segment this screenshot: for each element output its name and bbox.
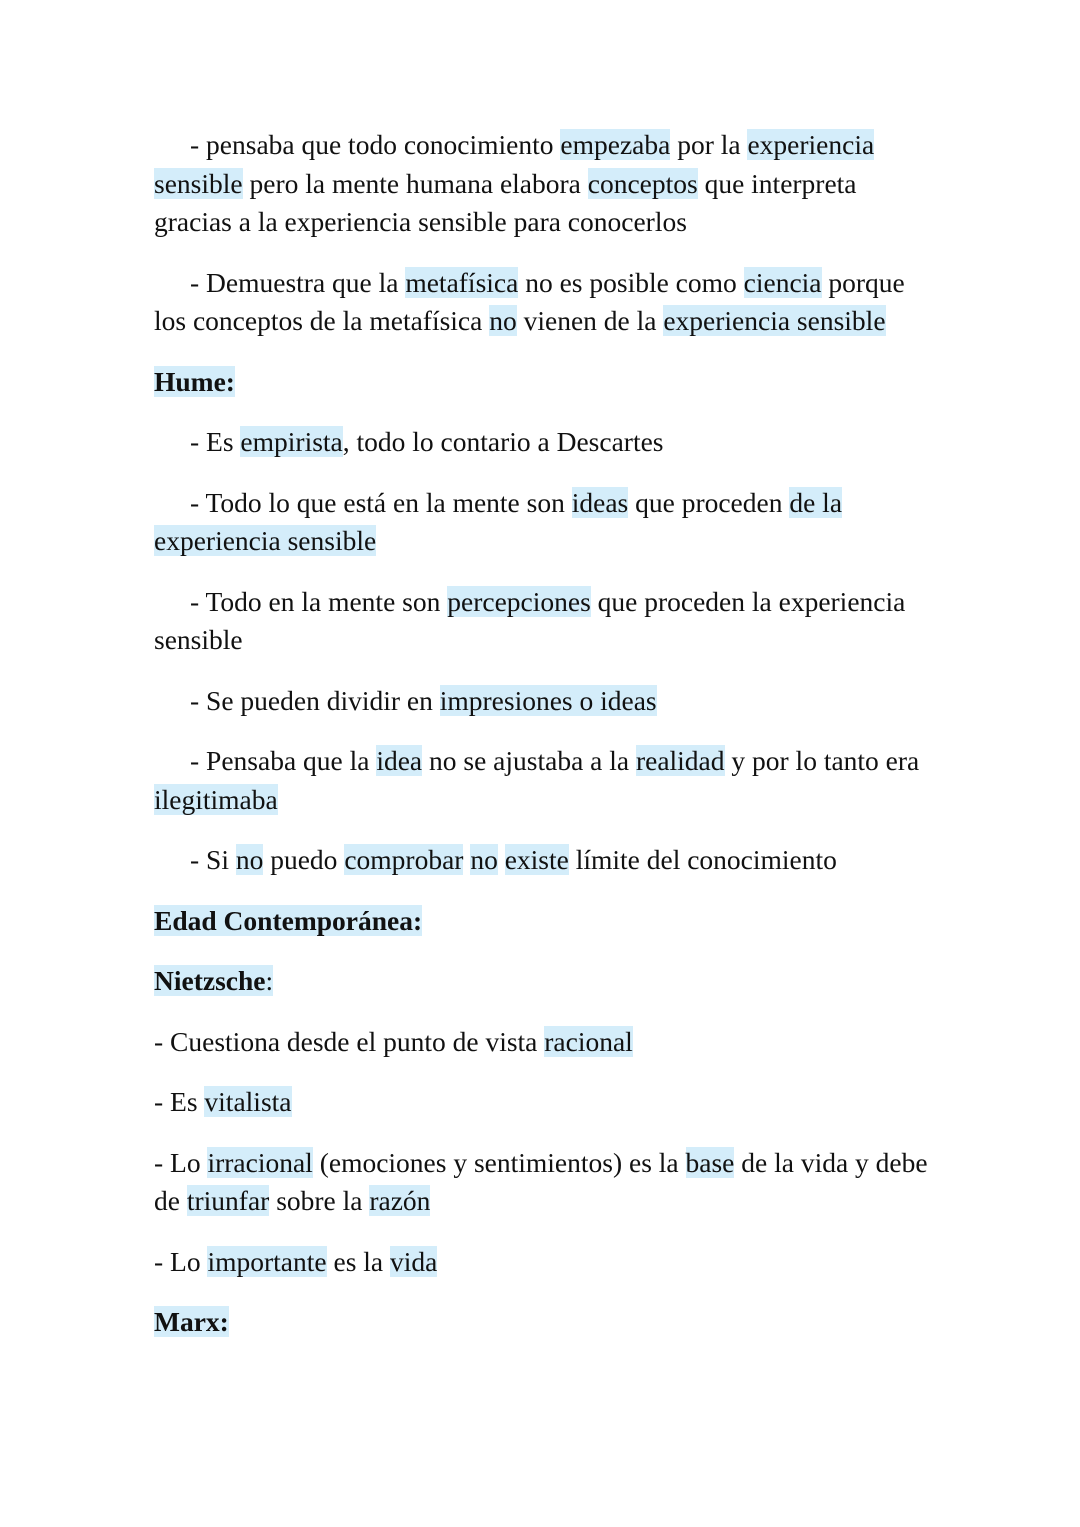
highlight: existe: [504, 844, 569, 875]
highlight: de la experiencia sensible: [154, 486, 843, 556]
highlight: experiencia sensible: [154, 129, 875, 199]
hume-point-perceptions: - Todo en la mente son percepciones que proceden la experiencia sensible: [154, 585, 906, 655]
heading-edad-contemporanea-text: Edad Contemporánea:: [154, 904, 423, 936]
highlight: irracional: [207, 1146, 313, 1178]
heading-nietzsche: [154, 962, 934, 1001]
highlight: vida: [390, 1245, 438, 1277]
highlight: ilegitimaba: [154, 783, 278, 815]
hume-point-empiricist: - Es empirista, todo lo contario a Descartes: [190, 426, 664, 457]
kant-point-metaphysics: - Demuestra que la metafísica no es posible como ciencia porque los conceptos de la metafísica no vienen de la experiencia sensible: [154, 266, 905, 336]
highlight: importante: [207, 1245, 327, 1277]
highlight: metafísica: [405, 266, 519, 298]
highlight: vitalista: [204, 1086, 292, 1117]
highlight: percepciones: [447, 585, 591, 617]
highlight: no: [235, 844, 264, 875]
highlight: base: [685, 1146, 735, 1178]
highlight: comprobar: [344, 844, 464, 875]
highlight: impresiones o ideas: [439, 684, 657, 716]
nietzsche-point-life: - Lo importante es la vida: [154, 1245, 438, 1277]
highlight: no: [489, 305, 517, 336]
heading-hume-text: Hume:: [154, 365, 235, 397]
hume-point-ideas: - Todo lo que está en la mente son ideas que proceden de la experiencia sensible: [154, 486, 843, 556]
highlight: razón: [369, 1185, 431, 1216]
nietzsche-point-vitalist: - Es vitalista: [154, 1086, 292, 1117]
heading-nietzsche-colon: :: [265, 965, 274, 996]
heading-edad-contemporanea: [154, 902, 934, 941]
highlight: experiencia sensible: [663, 305, 886, 336]
highlight: idea: [376, 745, 423, 776]
document-page: [154, 126, 934, 1364]
heading-hume: [154, 363, 934, 402]
highlight: empirista: [240, 426, 343, 457]
hume-point-limit: - Si no puedo comprobar no existe límite del conocimiento: [190, 844, 837, 875]
highlight: conceptos: [587, 167, 698, 199]
highlight: ideas: [571, 486, 629, 518]
highlight: realidad: [635, 745, 725, 776]
heading-nietzsche-text: Nietzsche: [154, 965, 266, 996]
hume-point-idea-reality: - Pensaba que la idea no se ajustaba a la realidad y por lo tanto era ilegitimaba: [154, 745, 920, 815]
nietzsche-point-rational: - Cuestiona desde el punto de vista racional: [154, 1025, 633, 1057]
heading-marx: [154, 1303, 934, 1342]
heading-marx-text: Marx:: [154, 1306, 229, 1337]
highlight: empezaba: [560, 129, 671, 160]
highlight: triunfar: [186, 1185, 270, 1216]
hume-point-divide: - Se pueden dividir en impresiones o ideas: [190, 684, 657, 716]
highlight: no: [470, 844, 498, 875]
nietzsche-point-irrational: - Lo irracional (emociones y sentimientos) es la base de la vida y debe de triunfar sobre la razón: [154, 1146, 928, 1216]
kant-point-experience: - pensaba que todo conocimiento empezaba por la experiencia sensible pero la mente humana elabora conceptos que interpreta gracias a la experiencia sensible para conocerlos: [154, 129, 875, 237]
highlight: racional: [544, 1025, 633, 1057]
highlight: ciencia: [743, 266, 822, 298]
